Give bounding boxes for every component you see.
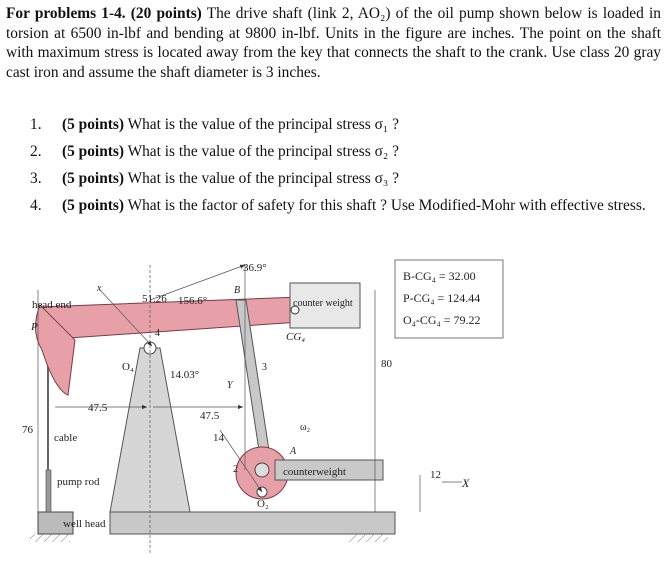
question-list bbox=[30, 115, 658, 223]
dim-51-26: 51.26 bbox=[142, 293, 167, 305]
dim-14-03: 14.03° bbox=[170, 369, 200, 381]
question-text: What is the factor of safety for this shaft ? Use Modified-Mohr with effective stress. bbox=[124, 197, 646, 214]
question-number: 1. bbox=[30, 116, 42, 133]
dim-12: 12 bbox=[430, 469, 441, 481]
label-x-axis: x bbox=[97, 283, 102, 294]
table-row: B-CG₄ = 32.00 bbox=[403, 269, 476, 283]
question-item bbox=[30, 169, 658, 189]
pump-rod-shape bbox=[46, 470, 51, 512]
label-counterweight: counterweight bbox=[283, 466, 346, 478]
label-counter-weight: counter weight bbox=[293, 298, 353, 309]
label-head-end: head end bbox=[32, 299, 72, 311]
problem-statement bbox=[6, 4, 661, 82]
question-points: (5 points) bbox=[62, 116, 124, 133]
walking-beam bbox=[40, 297, 300, 340]
crank-pin bbox=[255, 463, 269, 477]
table-row: P-CG₄ = 124.44 bbox=[403, 291, 481, 305]
label-y-axis: Y bbox=[227, 380, 233, 391]
dim-80: 80 bbox=[381, 358, 392, 370]
label-cg4: CG₄ bbox=[286, 331, 306, 343]
ground-base bbox=[110, 512, 395, 534]
question-text: What is the value of the principal stress σ₃ ? bbox=[124, 170, 399, 187]
label-o4: O₄ bbox=[122, 361, 134, 373]
label-link2: 2 bbox=[233, 464, 238, 475]
label-a: A bbox=[290, 446, 297, 457]
question-number: 3. bbox=[30, 170, 42, 187]
dim-76: 76 bbox=[22, 424, 33, 436]
label-o2: O₂ bbox=[257, 498, 269, 510]
question-points: (5 points) bbox=[62, 197, 124, 214]
dim-36-9: 36.9° bbox=[243, 262, 267, 274]
question-number: 4. bbox=[30, 197, 42, 214]
problem-heading: For problems 1-4. (20 points) bbox=[6, 5, 202, 22]
table-row: O₄-CG₄ = 79.22 bbox=[403, 313, 481, 327]
ground-hatch-left bbox=[30, 534, 70, 542]
dim-14: 14 bbox=[213, 432, 224, 444]
problem-body: The drive shaft (link 2, AO₂) of the oil pump shown below is loaded in torsion at 6500 in-lbf and bending at 9800 in-lbf. Units in the figure are inches. The point on the shaft with maximum stress is located away from the key that connects the shaft to the crank. Use class 20 gray cast iron and assume the shaft diameter is 3 inches. bbox=[6, 5, 661, 81]
label-b: B bbox=[234, 285, 241, 296]
question-points: (5 points) bbox=[62, 143, 124, 160]
label-p: P bbox=[31, 321, 38, 333]
pump-jack-figure bbox=[0, 250, 667, 582]
question-item bbox=[30, 142, 658, 162]
ground-hatch bbox=[348, 534, 388, 542]
question-item bbox=[30, 115, 658, 135]
dim-47-5-left: 47.5 bbox=[88, 402, 108, 414]
label-cable: cable bbox=[54, 432, 78, 444]
label-big-x: X bbox=[462, 476, 470, 490]
label-omega2: ω₂ bbox=[300, 422, 311, 433]
question-points: (5 points) bbox=[62, 170, 124, 187]
dim-47-5-right: 47.5 bbox=[200, 410, 220, 422]
question-number: 2. bbox=[30, 143, 42, 160]
question-text: What is the value of the principal stress σ₂ ? bbox=[124, 143, 399, 160]
label-well-head: well head bbox=[63, 518, 106, 530]
label-pump-rod: pump rod bbox=[57, 476, 100, 488]
question-item bbox=[30, 196, 658, 216]
question-text: What is the value of the principal stress σ₁ ? bbox=[124, 116, 399, 133]
label-link3: 3 bbox=[262, 362, 267, 373]
label-link4: 4 bbox=[155, 328, 160, 339]
dim-156-6: 156.6° bbox=[178, 295, 208, 307]
